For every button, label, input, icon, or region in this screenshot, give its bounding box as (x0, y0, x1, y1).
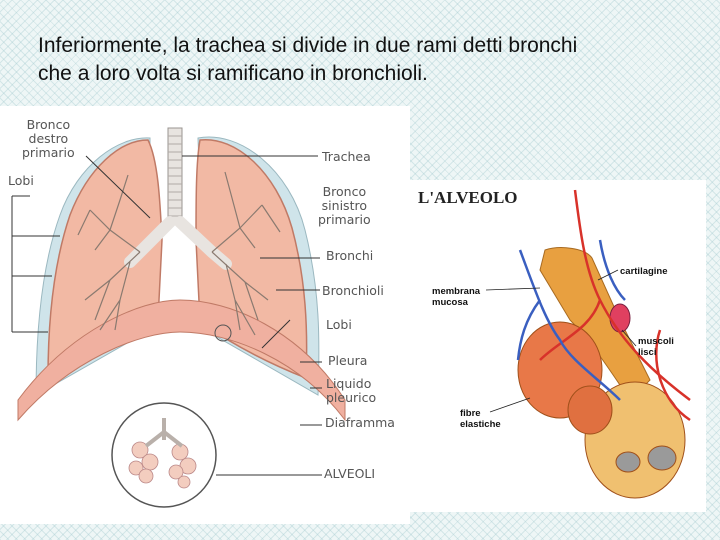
label-lobi-right: Lobi (326, 317, 352, 332)
label-fibre-elastiche: fibre elastiche (460, 408, 501, 430)
label-bronchi: Bronchi (326, 248, 374, 263)
label-bronco-destro: Bronco destro primario (22, 117, 75, 160)
label-diaframma: Diaframma (325, 415, 395, 430)
label-lobi-left: Lobi (8, 173, 34, 188)
alveolus-title: L'ALVEOLO (418, 188, 518, 207)
label-liquido-pleurico: Liquido pleurico (326, 376, 377, 405)
label-pleura: Pleura (328, 353, 368, 368)
label-alveoli: ALVEOLI (324, 466, 376, 481)
cartilage-ring (610, 304, 630, 332)
heading-line-2: che a loro volta si ramificano in bronchioli. (38, 62, 428, 85)
label-bronco-sinistro: Bronco sinistro primario (318, 184, 371, 227)
label-bronchioli: Bronchioli (322, 283, 384, 298)
label-membrana-mucosa: membrana mucosa (432, 286, 481, 308)
label-muscoli-lisci: muscoli lisci (638, 336, 674, 358)
label-cartilagine: cartilagine (620, 266, 668, 277)
lung-illustration (12, 128, 345, 507)
label-trachea: Trachea (322, 149, 371, 164)
heading-line-1: Inferiormente, la trachea si divide in due rami detti bronchi (38, 34, 578, 57)
